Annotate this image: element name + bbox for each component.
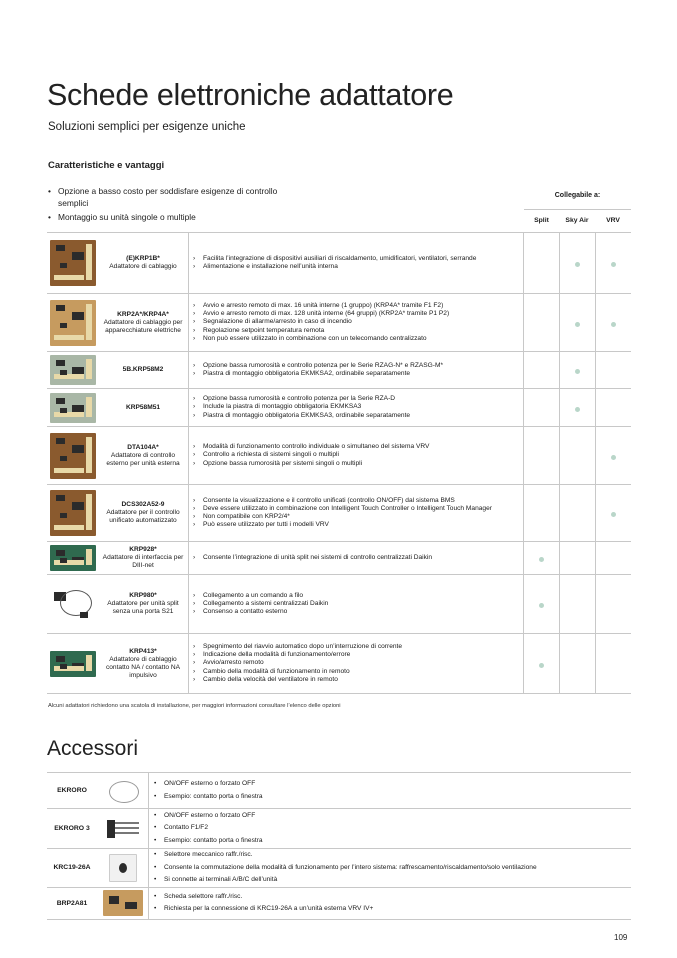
accessory-description-item: • Consente la commutazione della modalità di funzionamento per l’intero sistema: raffrescamento/riscaldamento/solo ventilazione (154, 862, 631, 875)
accessories-title: Accessori (47, 737, 139, 760)
description-item: › Cambio della modalità di funzionamento in remoto (193, 668, 523, 676)
accessory-description (149, 809, 632, 849)
adapter-row (47, 634, 631, 694)
accessory-name: EKRORO (47, 773, 97, 809)
features-heading: Caratteristiche e vantaggi (48, 160, 165, 171)
accessory-description (149, 849, 632, 888)
pcb-board-image (50, 393, 96, 423)
accessory-name: EKRORO 3 (47, 809, 97, 849)
description-item: › Consente l’integrazione di unità split nei sistemi di controllo centralizzati Daikin (193, 554, 523, 562)
compatibility-dot (611, 322, 616, 327)
compat-skyair-cell (560, 575, 596, 634)
description-item: › Collegamento a un comando a filo (193, 592, 523, 600)
page-subtitle: Soluzioni semplici per esigenze uniche (48, 121, 246, 133)
adapter-image-cell (47, 389, 98, 427)
compatibility-columns (524, 209, 631, 233)
pcb-board-image (50, 545, 96, 571)
description-item: › Controllo a richiesta di sistemi singoli o multipli (193, 451, 523, 459)
adapter-name: (E)KRP1B* (126, 255, 160, 262)
adapter-name: KRP980* (129, 592, 157, 599)
description-item: › Indicazione della modalità di funzionamento/errore (193, 651, 523, 659)
accessory-description-item: • ON/OFF esterno o forzato OFF (154, 810, 631, 823)
adapter-type: Adattatore di cablaggio per apparecchiature elettriche (103, 318, 183, 334)
description-item: › Non può essere utilizzato in combinazione con un telecomando centralizzato (193, 335, 523, 343)
description-item: › Avvio e arresto remoto di max. 128 unità interne (64 gruppi) (KRP2A* tramite P1 P2) (193, 310, 523, 318)
column-split: Split (534, 217, 549, 224)
adapter-name-cell (98, 233, 189, 294)
accessory-description-item: • Selettore meccanico raffr./risc. (154, 849, 631, 862)
accessory-image-cell (97, 849, 149, 888)
accessory-image-cell (97, 809, 149, 849)
description-item: › Spegnimento del riavvio automatico dopo un’interruzione di corrente (193, 643, 523, 651)
feature-bullet: • Montaggio su unità singole o multiple (48, 211, 278, 223)
description-item: › Non compatibile con KRP2/4* (193, 513, 523, 521)
compatibility-dot (611, 262, 616, 267)
adapter-row (47, 427, 631, 485)
compat-split-cell (524, 634, 560, 694)
description-item: › Cambio della velocità del ventilatore in remoto (193, 676, 523, 684)
adapter-name: KRP2A*/KRP4A* (117, 310, 169, 318)
compat-split-cell (524, 485, 560, 542)
adapter-name: KRP413* (129, 647, 157, 655)
description-item: › Consenso a contatto esterno (193, 608, 523, 616)
accessory-row (47, 849, 631, 888)
accessory-row (47, 809, 631, 849)
compatibility-dot (575, 369, 580, 374)
compatibility-header (524, 183, 631, 233)
adapter-name: KRP928* (129, 546, 157, 553)
adapter-description (189, 575, 524, 634)
column-vrv: VRV (606, 217, 620, 224)
adapter-row (47, 352, 631, 389)
accessory-description (149, 773, 632, 809)
adapter-table (47, 232, 631, 694)
compatibility-dot (539, 663, 544, 668)
description-item: › Consente la visualizzazione e il controllo unificati (controllo ON/OFF) dal sistema BMS (193, 497, 523, 505)
adapter-description (189, 389, 524, 427)
description-item: › Regolazione setpoint temperatura remota (193, 327, 523, 335)
description-item: › Opzione bassa rumorosità e controllo potenza per le Serie RZAG-N* e RZASG-M* (193, 362, 523, 370)
compatibility-dot (539, 603, 544, 608)
adapter-name-cell (98, 575, 189, 634)
accessory-description (149, 887, 632, 919)
compat-split-cell (524, 389, 560, 427)
selector-switch-image (109, 854, 137, 882)
adapter-image-cell (47, 294, 98, 352)
compatibility-title: Collegabile a: (524, 183, 631, 210)
compat-vrv-cell (596, 575, 632, 634)
description-item: › Opzione bassa rumorosità e controllo potenza per la Serie RZA-D (193, 395, 523, 403)
adapter-image-cell (47, 542, 98, 575)
accessory-description-item: • Richiesta per la connessione di KRC19-26A a un’unità esterna VRV IV+ (154, 903, 631, 916)
adapter-description (189, 294, 524, 352)
accessory-description-item: • ON/OFF esterno o forzato OFF (154, 778, 631, 791)
compat-skyair-cell (560, 427, 596, 485)
description-item: › Alimentazione e installazione nell’unità interna (193, 263, 523, 271)
adapter-image-cell (47, 352, 98, 389)
adapter-name-cell (98, 485, 189, 542)
pcb-board-image (50, 355, 96, 385)
description-item: › Modalità di funzionamento controllo individuale o simultaneo del sistema VRV (193, 443, 523, 451)
accessory-image-cell (97, 887, 149, 919)
features-list (48, 185, 278, 225)
wire-harness-image (103, 816, 143, 842)
pcb-board-image (50, 240, 96, 286)
adapter-image-cell (47, 485, 98, 542)
compat-skyair-cell (560, 542, 596, 575)
page-title: Schede elettroniche adattatore (47, 78, 454, 112)
adapter-name-cell (98, 389, 189, 427)
compat-vrv-cell (596, 294, 632, 352)
adapter-image-cell (47, 427, 98, 485)
accessory-row (47, 887, 631, 919)
adapter-name: KRP58M51 (125, 403, 161, 411)
accessory-image-cell (97, 773, 149, 809)
adapter-description (189, 542, 524, 575)
compat-vrv-cell (596, 352, 632, 389)
adapter-row (47, 575, 631, 634)
wire-loop-image (103, 778, 143, 804)
description-item: › Avvio/arresto remoto (193, 659, 523, 667)
adapter-row (47, 542, 631, 575)
adapter-type: Adattatore per unità split senza una porta S21 (107, 600, 179, 615)
compat-skyair-cell (560, 634, 596, 694)
adapter-type: Adattatore di cablaggio contatto NA / contatto NA impulsivo (105, 655, 181, 679)
compatibility-dot (539, 557, 544, 562)
compat-vrv-cell (596, 542, 632, 575)
compat-skyair-cell (560, 294, 596, 352)
compat-split-cell (524, 542, 560, 575)
accessory-name: BRP2A81 (47, 887, 97, 919)
accessory-description-item: • Esempio: contatto porta o finestra (154, 835, 631, 848)
compat-vrv-cell (596, 634, 632, 694)
compat-split-cell (524, 575, 560, 634)
adapter-row (47, 233, 631, 294)
adapter-row (47, 294, 631, 352)
accessories-table (47, 772, 631, 920)
adapter-type: Adattatore di controllo esterno per unità esterna (106, 451, 180, 467)
adapter-image-cell (47, 233, 98, 294)
adapter-description (189, 233, 524, 294)
compat-split-cell (524, 294, 560, 352)
adapter-image-cell (47, 575, 98, 634)
compat-split-cell (524, 233, 560, 294)
accessory-description-item: • Esempio: contatto porta o finestra (154, 791, 631, 804)
adapter-name-cell (98, 427, 189, 485)
footnote: Alcuni adattatori richiedono una scatola di installazione, per maggiori informazioni consultare l’elenco delle opzioni (48, 703, 341, 709)
adapter-row (47, 485, 631, 542)
description-item: › Opzione bassa rumorosità per sistemi singoli o multipli (193, 460, 523, 468)
accessory-name: KRC19-26A (47, 849, 97, 888)
compatibility-dot (575, 262, 580, 267)
compat-vrv-cell (596, 427, 632, 485)
accessory-description-item: • Si connette ai terminali A/B/C dell’unità (154, 874, 631, 887)
description-item: › Deve essere utilizzato in combinazione con Intelligent Touch Controller o Intelligent Touch Manager (193, 505, 523, 513)
adapter-description (189, 485, 524, 542)
accessory-description-item: • Contatto F1/F2 (154, 822, 631, 835)
feature-bullet: • Opzione a basso costo per soddisfare esigenze di controllo semplici (48, 185, 278, 209)
cable-adapter-image (50, 584, 96, 624)
compat-skyair-cell (560, 352, 596, 389)
adapter-image-cell (47, 634, 98, 694)
description-item: › Segnalazione di allarme/arresto in caso di incendio (193, 318, 523, 326)
compatibility-dot (575, 322, 580, 327)
compat-skyair-cell (560, 485, 596, 542)
page-number: 109 (614, 933, 628, 942)
description-item: › Piastra di montaggio obbligatoria EKMKSA3, ordinabile separatamente (193, 412, 523, 420)
description-item: › Facilita l’integrazione di dispositivi ausiliari di riscaldamento, umidificatori, ventilatori, serrande (193, 255, 523, 263)
adapter-name-cell (98, 542, 189, 575)
description-item: › Piastra di montaggio obbligatoria EKMKSA2, ordinabile separatamente (193, 370, 523, 378)
adapter-type: Adattatore di cablaggio (109, 263, 177, 270)
adapter-name-cell (98, 352, 189, 389)
compatibility-dot (611, 512, 616, 517)
compat-vrv-cell (596, 389, 632, 427)
adapter-row (47, 389, 631, 427)
adapter-name-cell (98, 634, 189, 694)
description-item: › Può essere utilizzato per tutti i modelli VRV (193, 521, 523, 529)
compat-skyair-cell (560, 389, 596, 427)
adapter-name: DTA104A* (127, 443, 159, 451)
column-sky-air: Sky Air (565, 217, 589, 224)
description-item: › Collegamento a sistemi centralizzati Daikin (193, 600, 523, 608)
adapter-description (189, 427, 524, 485)
accessory-row (47, 773, 631, 809)
pcb-board-image (50, 300, 96, 346)
adapter-name: DCS302A52-9 (121, 501, 165, 508)
compatibility-dot (575, 407, 580, 412)
compat-split-cell (524, 352, 560, 389)
compat-vrv-cell (596, 233, 632, 294)
pcb-board-image (103, 890, 143, 916)
adapter-description (189, 352, 524, 389)
accessory-description-item: • Scheda selettore raffr./risc. (154, 891, 631, 904)
compatibility-dot (611, 455, 616, 460)
adapter-description (189, 634, 524, 694)
compat-split-cell (524, 427, 560, 485)
description-item: › Avvio e arresto remoto di max. 16 unità interne (1 gruppo) (KRP4A* tramite F1 F2) (193, 302, 523, 310)
adapter-type: Adattatore di interfaccia per DIII-net (102, 554, 184, 569)
adapter-name: 5B.KRP58M2 (122, 366, 164, 373)
compat-vrv-cell (596, 485, 632, 542)
description-item: › Include la piastra di montaggio obbligatoria EKMKSA3 (193, 403, 523, 411)
compat-skyair-cell (560, 233, 596, 294)
adapter-type: Adattatore per il controllo unificato automatizzato (106, 509, 180, 524)
adapter-name-cell (98, 294, 189, 352)
pcb-board-image (50, 433, 96, 479)
pcb-board-image (50, 490, 96, 536)
pcb-board-image (50, 651, 96, 677)
